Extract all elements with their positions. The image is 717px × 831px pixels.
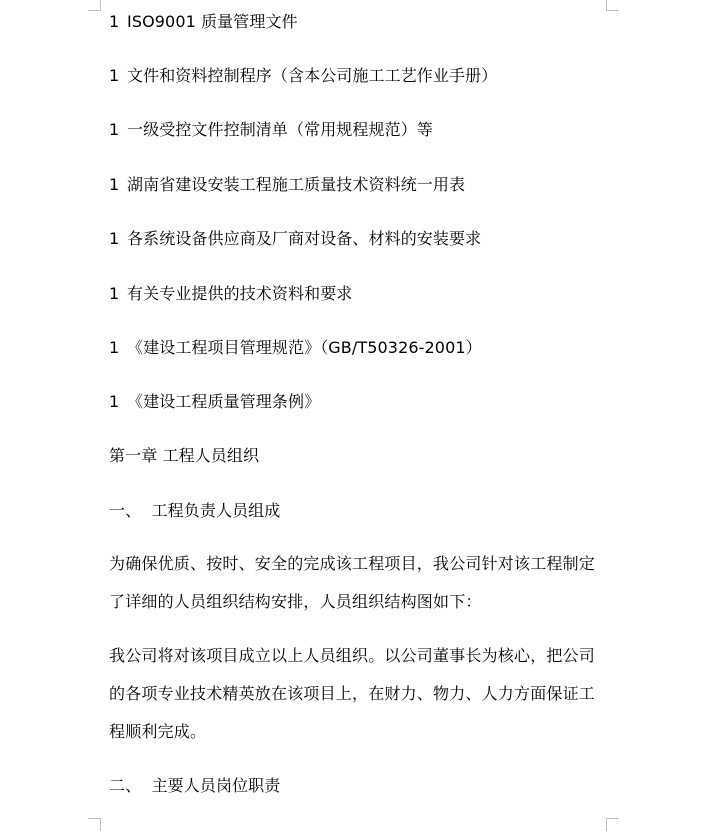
list-item-number: 1	[109, 229, 120, 248]
section-heading: 二、 主要人员岗位职责	[109, 776, 281, 795]
list-item	[109, 284, 352, 304]
list-item	[109, 120, 433, 140]
list-item-text: 湖南省建设安装工程施工质量技术资料统一用表	[127, 175, 466, 194]
list-item-number: 1	[109, 392, 120, 411]
list-item-text: 有关专业提供的技术资料和要求	[127, 284, 353, 303]
paragraph: 我公司将对该项目成立以上人员组织。以公司董事长为核心，把公司的各项专业技术精英放在该项目上，在财力、物力、人力方面保证工程顺利完成。	[109, 646, 596, 741]
list-item-text: 《建设工程质量管理条例》	[127, 392, 321, 411]
page-corner-mark	[88, 0, 101, 11]
list-item-text: 一级受控文件控制清单（常用规程规范）等	[127, 120, 433, 139]
list-item-text: 《建设工程项目管理规范》（GB/T50326-2001）	[127, 338, 482, 357]
list-item	[109, 338, 482, 358]
section-heading: 一、 工程负责人员组成	[109, 501, 281, 520]
page-corner-mark	[88, 818, 101, 831]
chapter-heading: 第一章 工程人员组织	[109, 446, 260, 465]
list-item-number: 1	[109, 338, 120, 357]
list-item	[109, 175, 465, 195]
list-item-number: 1	[109, 284, 120, 303]
list-item-number: 1	[109, 175, 120, 194]
list-item	[109, 229, 481, 249]
page-corner-mark	[606, 0, 619, 11]
list-item	[109, 12, 298, 32]
list-item	[109, 66, 497, 86]
list-item-text: 文件和资料控制程序（含本公司施工工艺作业手册）	[127, 66, 498, 85]
list-item-number: 1	[109, 120, 120, 139]
list-item	[109, 392, 320, 412]
paragraph: 为确保优质、按时、安全的完成该工程项目，我公司针对该工程制定了详细的人员组织结构安排，人员组织结构图如下：	[109, 554, 596, 611]
page-corner-mark	[606, 818, 619, 831]
list-item-number: 1	[109, 12, 120, 31]
list-item-text: ISO9001 质量管理文件	[127, 12, 298, 31]
list-item-number: 1	[109, 66, 120, 85]
list-item-text: 各系统设备供应商及厂商对设备、材料的安装要求	[127, 229, 482, 248]
